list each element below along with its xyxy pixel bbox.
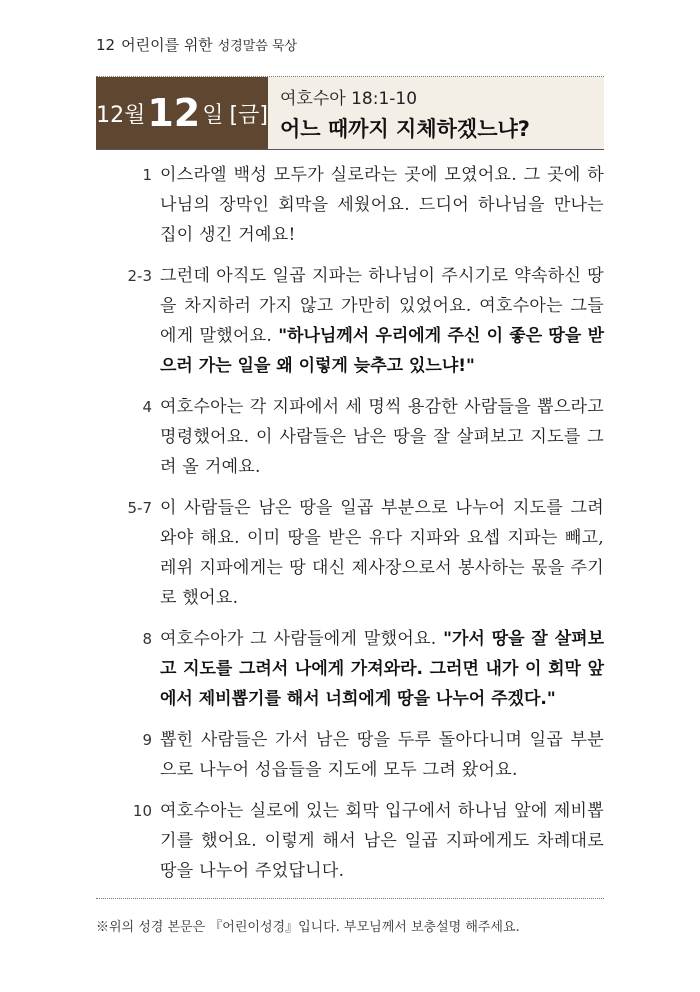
verse-text: 그런데 아직도 일곱 지파는 하나님이 주시기로 약속하신 땅을 차지하러 가지 않고 가만히 있었어요. 여호수아는 그들에게 말했어요. xyxy=(160,266,604,346)
footnote: ※위의 성경 본문은 『어린이성경』입니다. 부모님께서 보충설명 해주세요. xyxy=(96,920,520,935)
verse-text-block xyxy=(160,493,604,613)
verse-number: 10 xyxy=(132,802,152,820)
verse-text: 이스라엘 백성 모두가 실로라는 곳에 모였어요. 그 곳에 하나님의 장막인 회막을 세웠어요. 드디어 하나님을 만나는 집이 생긴 거예요! xyxy=(160,165,604,245)
verse-number: 1 xyxy=(142,166,152,184)
verse-text-block xyxy=(160,725,604,785)
verse-text: 이 사람들은 남은 땅을 일곱 부분으로 나누어 지도를 그려 와야 해요. 이미 땅을 받은 유다 지파와 요셉 지파는 빼고, 레위 지파에게는 땅 대신 제사장으로서 봉사하는 몫을 주기로 했어요. xyxy=(160,498,604,608)
verse-item xyxy=(96,160,604,250)
verse-text: 여호수아는 실로에 있는 회막 입구에서 하나님 앞에 제비뽑기를 했어요. 이렇게 해서 남은 일곱 지파에게도 차례대로 땅을 나누어 주었답니다. xyxy=(160,801,604,881)
verse-text-block xyxy=(160,624,604,714)
verse-number: 9 xyxy=(142,731,152,749)
book-subtitle: 성경말씀 묵상 xyxy=(217,39,298,54)
date-day: 12 xyxy=(147,91,201,135)
verse-list xyxy=(96,160,604,897)
verse-item xyxy=(96,493,604,613)
verse-text-block xyxy=(160,160,604,250)
passage-headline: 어느 때까지 지체하겠느냐? xyxy=(280,116,530,141)
verse-text: 여호수아는 각 지파에서 세 명씩 용감한 사람들을 뽑으라고 명령했어요. 이 사람들은 남은 땅을 잘 살펴보고 지도를 그려 올 거예요. xyxy=(160,397,604,477)
verse-speech: "하나님께서 우리에게 주신 이 좋은 땅을 받으러 가는 일을 왜 이렇게 늦추고 있느냐!" xyxy=(160,326,604,376)
devotion-title-block xyxy=(96,76,604,150)
date-month: 12월 xyxy=(96,102,146,128)
page-number: 12 xyxy=(96,36,116,54)
verse-item xyxy=(96,624,604,714)
running-header xyxy=(96,34,297,55)
date-day-unit: 일 xyxy=(202,102,224,128)
verse-text-block xyxy=(160,392,604,482)
date-weekday: [금] xyxy=(229,102,268,128)
verse-text-block xyxy=(160,261,604,381)
verse-text: 여호수아가 그 사람들에게 말했어요. xyxy=(160,629,444,649)
book-title: 어린이를 위한 xyxy=(121,36,213,54)
verse-number: 2-3 xyxy=(127,267,152,285)
verse-item xyxy=(96,796,604,886)
verse-item xyxy=(96,392,604,482)
verse-number: 8 xyxy=(142,630,152,648)
verse-item xyxy=(96,261,604,381)
verse-text: 뽑힌 사람들은 가서 남은 땅을 두루 돌아다니며 일곱 부분으로 나누어 성읍들을 지도에 모두 그려 왔어요. xyxy=(160,730,604,780)
passage-reference: 여호수아 18:1-10 xyxy=(280,88,418,109)
verse-text-block xyxy=(160,796,604,886)
passage-header xyxy=(268,77,604,149)
verse-item xyxy=(96,725,604,785)
verse-speech: "가서 땅을 잘 살펴보고 지도를 그려서 나에게 가져와라. 그러면 내가 이 회막 앞에서 제비뽑기를 해서 너희에게 땅을 나누어 주겠다." xyxy=(160,629,604,709)
verse-number: 4 xyxy=(142,398,152,416)
verse-number: 5-7 xyxy=(127,499,152,517)
date-box xyxy=(96,77,268,149)
footer-divider xyxy=(96,898,604,899)
